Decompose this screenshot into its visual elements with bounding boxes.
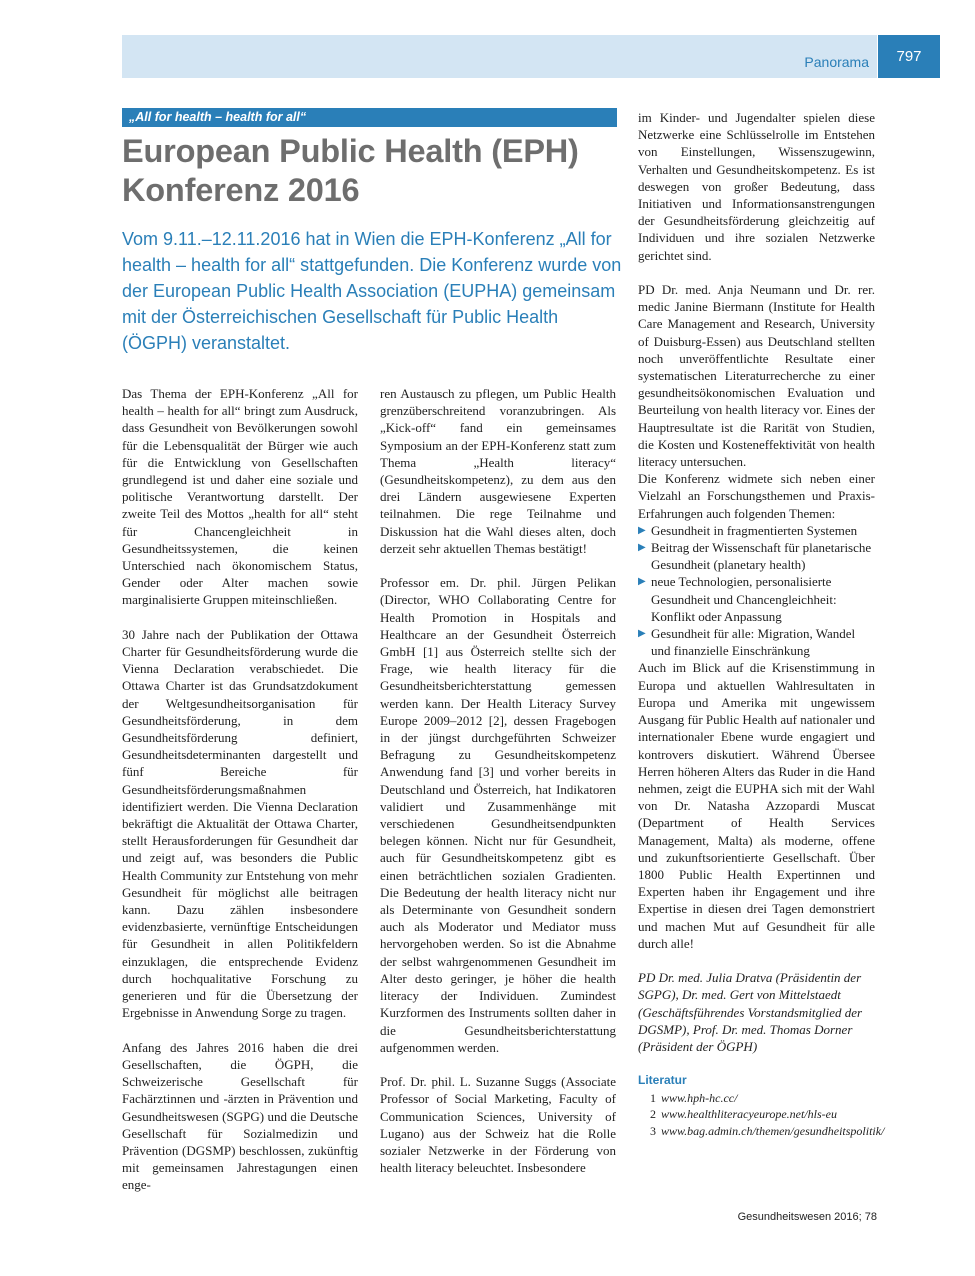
paragraph: Professor em. Dr. phil. Jürgen Pelikan (Director, WHO Collaborating Centre for Health Promotion in Hospitals and Healthcare an der Gesundheit Österreich GmbH [1] aus Österreich stellte sich der Frage, wie health literacy für die Gesundheitsberichterstattung gemessen werden kann. Der Health Literacy Survey Europe 2009–2012 [2], dessen Fragebogen in der jüngst durchgeführten Schweizer Befragung zu Gesundheitskompetenz Anwendung fand [3] und vorher bereits in Deutschland und Österreich, hat Indikatoren validiert und Zusammenhänge mit verschiedenen Gesundheitsendpunkten belegen können. Nicht nur für Gesundheit, auch für Gesundheitskompetenz gibt es einen beträchtlichen sozialen Gradienten. Die Bedeutung der health literacy nicht nur als Determinante von Gesundheit sondern auch als Moderator und Mediator muss hervorgehoben werden. So ist die Abnahme der selbst wahrgenommenen Gesundheit im Alter desto geringer, je höher die health literacy der Individuen. Zumindest Kurzformen des Instruments sollten daher in die Gesundheitsberichterstattung aufgenommen werden.	[380, 575, 616, 1055]
reference-link[interactable]: www.bag.admin.ch/themen/gesundheitspolitik/	[661, 1123, 885, 1138]
reference-number: 3	[650, 1123, 656, 1138]
topic-list	[638, 522, 875, 660]
list-item: ▶ neue Technologien, personalisierte Gesundheit und Chancengleichheit: Konflikt oder Anpassung	[638, 573, 875, 625]
author-signature: PD Dr. med. Julia Dratva (Präsidentin der SGPG), Dr. med. Gert von Mittelstaedt (Geschäftsführendes Vorstandsmitglied der DGSMP), Prof. Dr. med. Thomas Dorner (Präsident der ÖGPH)	[638, 970, 863, 1054]
list-item: ▶ Beitrag der Wissenschaft für planetarische Gesundheit (planetary health)	[638, 539, 875, 573]
list-item: ▶ Gesundheit in fragmentierten Systemen	[638, 522, 875, 539]
page-number: 797	[878, 35, 940, 78]
column-2	[380, 385, 616, 1194]
article-lead: Vom 9.11.–12.11.2016 hat in Wien die EPH-Konferenz „All for health – health for all“ stattgefunden. Die Konferenz wurde von der European Public Health Association (EUPHA) gemeinsam mit der Österreichischen Gesellschaft für Public Health (ÖGPH) veranstaltet.	[122, 229, 622, 353]
reference-number: 2	[650, 1107, 656, 1122]
paragraph: Prof. Dr. phil. L. Suzanne Suggs (Associate Professor of Social Marketing, Faculty of Communication Sciences, University of Lugano) aus der Schweiz hat die Rolle sozialer Netzwerke in der Förderung von health literacy beleuchtet. Insbesondere	[380, 1074, 616, 1176]
paragraph: 30 Jahre nach der Publikation der Ottawa Charter für Gesundheitsförderung wurde die Vienna Declaration verabschiedet. Die Ottawa Charter ist das Grundsatzdokument der Weltgesundheitsorganisation für Gesundheitsförderung, in dem Gesundheitsförderung definiert, Gesundheitsdeterminanten dargestellt und fünf Bereiche für Gesundheitsförderungsmaßnahmen identifiziert werden. Die Vienna Declaration bekräftigt die Aktualität der Ottawa Charter, stellt Herausforderungen für Gesundheit dar und zeigt auf, was besonders die Public Health Community zur Entstehung von mehr Gesundheit für möglichst alle beitragen kann. Dazu zählen insbesondere evidenzbasierte, vernünftige Entscheidungen für Gesundheit in allen Politikfeldern einzuklagen, die entsprechende Evidenz durch hochqualitative Forschung zu generieren und für die Übersetzung der Ergebnisse in Anwendung Sorge zu tragen.	[122, 626, 358, 1021]
paragraph: Die Konferenz widmete sich neben einer Vielzahl an Forschungsthemen und Praxis-Erfahrungen auch folgenden Themen:	[638, 471, 875, 521]
paragraph: Anfang des Jahres 2016 haben die drei Gesellschaften, die ÖGPH, die Schweizerische Gesellschaft für Fachärztinnen und -ärzten in Prävention und Gesundheitswesen (SGPG) und die Deutsche Gesellschaft für Sozialmedizin und Prävention (DGSMP) beschlossen, zukünftig mit gemeinsamen Jahrestagungen einen enge-	[122, 1039, 358, 1193]
list-item: ▶ Gesundheit für alle: Migration, Wandel und finanzielle Einschränkung	[638, 625, 875, 659]
column-1	[122, 385, 358, 1211]
article-title: European Public Health (EPH) Konferenz 2016	[122, 133, 579, 208]
reference-link[interactable]: www.healthliteracyeurope.net/hls-eu	[661, 1107, 837, 1122]
reference-number: 1	[650, 1090, 656, 1105]
reference-item	[638, 1090, 875, 1107]
paragraph: Das Thema der EPH-Konferenz „All for health – health for all“ bringt zum Ausdruck, dass Gesundheit von Bevölkerungen sowohl für die Lebensqualität der Bürger wie auch für die Entwicklung von Gesellschaften grundlegend ist und daher eine soziale und politische Verantwortung darstellt. Der zweite Teil des Mottos „health for all“ steht für Chancengleichheit in Gesundheitssystemen, die keinen Unterschied nach ökonomischem Status, Gender oder Alter machen sowie marginalisierte Gruppen miteinschließen.	[122, 386, 358, 608]
reference-item	[638, 1123, 885, 1140]
section-label: Panorama	[804, 54, 869, 70]
reference-link[interactable]: www.hph-hc.cc/	[661, 1090, 738, 1105]
column-3	[638, 109, 885, 1139]
literature-heading: Literatur	[638, 1073, 687, 1088]
paragraph: ren Austausch zu pflegen, um Public Health grenzüberschreitend voranzubringen. Als „Kick-off“ fand ein gemeinsames Symposium an der EPH-Konferenz statt zum Thema „Health literacy“ (Gesundheitskompetenz), zu dem aus den drei Ländern ausgewiesene Experten teilnahmen. Die rege Teilnahme und Diskussion hat die Wahl dieses alten, doch derzeit sehr aktuellen Themas bestätigt!	[380, 386, 616, 556]
paragraph: PD Dr. med. Anja Neumann und Dr. rer. medic Janine Biermann (Institute for Health Care Management and Research, University of Duisburg-Essen) aus Deutschland stellten noch unveröffentlichte Resultate einer systematischen Literaturrecherche zu einer gesundheitsökonomischen Evaluation und Beurteilung von health literacy vor. Eines der Hauptresultate ist die Rarität von Studien, die Kosten und Kosteneffektivität von health literacy untersuchen.	[638, 282, 875, 470]
journal-citation: Gesundheitswesen 2016; 78	[737, 1211, 877, 1223]
reference-item	[638, 1106, 875, 1123]
reference-list	[638, 1090, 885, 1140]
paragraph: im Kinder- und Jugendalter spielen diese Netzwerke eine Schlüsselrolle im Entstehen von Einstellungen, Wissenszugewinn, Verhalten und Gesundheitskompetenz. Es ist deswegen von großer Bedeutung, dass Initiativen und Informationsanstrengungen der Gesundheitsförderung gleichzeitig auf Individuen und ihre sozialen Netzwerke gerichtet sind.	[638, 110, 875, 263]
kicker: „All for health – health for all“	[129, 110, 307, 124]
paragraph: Auch im Blick auf die Krisenstimmung in Europa und aktuellen Wahlresultaten in Europa und Amerika mit ungewissem Ausgang für Public Health auf nationaler und internationaler Ebene wurde engagiert und kontrovers diskutiert. Während Übersee Herren höheren Alters das Ruder in die Hand nehmen, zeigt die EUPHA sich mit der Wahl von Dr. Natasha Azzopardi Muscat (Department of Health Services Management, Malta) als moderne, offene und zukunftsorientierte Gesellschaft. Über 1800 Public Health Expertinnen und Experten haben ihr Engagement und ihre Expertise in diesen drei Tagen demonstriert und machen Mut auf Gesundheit für alle durch alle!	[638, 660, 875, 951]
